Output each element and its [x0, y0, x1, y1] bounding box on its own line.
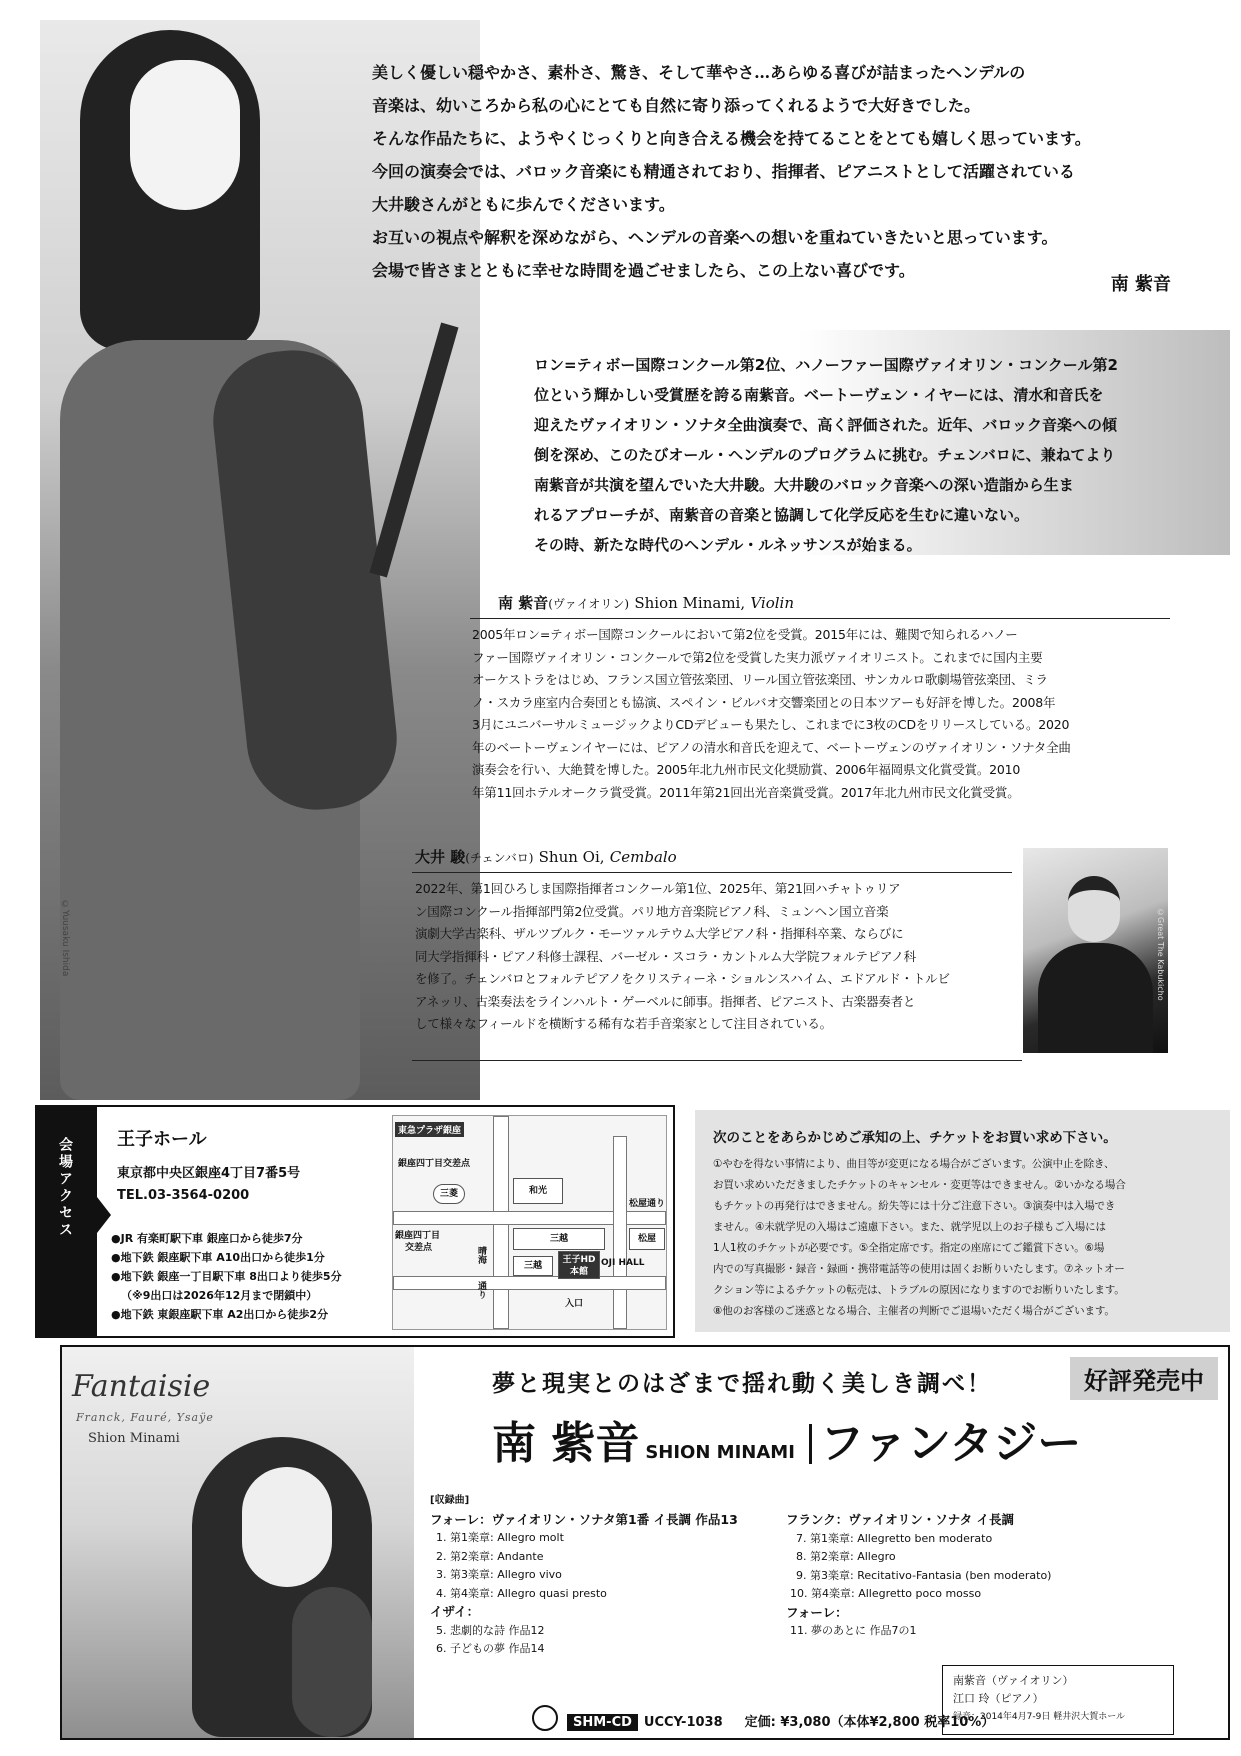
track-item: 5. 悲劇的な詩 作品12 [436, 1623, 545, 1637]
track-item: 6. 子どもの夢 作品14 [436, 1642, 545, 1655]
cd-tagline: 夢と現実とのはざまで揺れ動く美しき調べ！ [492, 1370, 992, 1397]
venue-address [117, 1163, 300, 1207]
divider [470, 618, 1170, 619]
map-block: 和光 [513, 1178, 563, 1204]
notice-line: クション等によるチケットの転売は、トラブルの原因になりますのでお断りいたします。 [713, 1284, 1125, 1296]
profile-line: 演奏会を行い、大絶賛を博した。2005年北九州市民文化奨励賞、2006年福岡県文化賞受賞。2010 [472, 762, 1021, 777]
notice-line: ません。④未就学児の入場はご遠慮下さい。また、就学児以上のお子様もご入場には [713, 1221, 1106, 1233]
map-oji-hd [558, 1251, 600, 1279]
profile-role: (チェンバロ) [465, 851, 534, 865]
access-tag [37, 1107, 97, 1336]
portrait-credit: ©Great The Kabukicho [1156, 908, 1165, 1001]
profile-name: 南 紫音 [498, 594, 549, 612]
track-item: 2. 第2楽章: Andante [436, 1549, 544, 1563]
map-label: 交差点 [405, 1243, 433, 1253]
work-heading: フォーレ： [786, 1604, 848, 1620]
intro-line: ロン=ティボー国際コンクール第2位、ハノーファー国際ヴァイオリン・コンクール第2 [534, 356, 1118, 374]
track-item: 11. 夢のあとに 作品7の1 [790, 1624, 917, 1637]
track-item: 3. 第3楽章: Allegro vivo [436, 1568, 562, 1581]
divider [412, 872, 1012, 873]
map-block: 三越 [513, 1228, 605, 1250]
intro-line: 南紫音が共演を望んでいた大井駿。大井駿のバロック音楽への深い造詣から生ま [534, 476, 1074, 494]
map-entrance: 入口 [565, 1299, 584, 1309]
profile-line: 2022年、第1回ひろしま国際指揮者コンクール第1位、2025年、第21回ハチャトゥリア [415, 881, 901, 896]
map-label: 銀座四丁目交差点 [398, 1159, 471, 1169]
map-road [393, 1276, 666, 1290]
message-line: 美しく優しい穏やかさ、素朴さ、驚き、そして華やさ…あらゆる喜びが詰まったヘンデルの [372, 63, 1026, 82]
portrait-body [1038, 943, 1153, 1053]
notice-line: 1人1枚のチケットが必要です。⑤全指定席です。指定の座席にてご鑑賞下さい。⑥場 [713, 1242, 1105, 1254]
track-item: 7. 第1楽章: Allegretto ben moderato [796, 1531, 993, 1545]
intro-line: その時、新たな時代のヘンデル・ルネッサンスが始まる。 [534, 536, 922, 554]
profile-oi-body [415, 878, 950, 1036]
intro-line: れるアプローチが、南紫音の音楽と協調して化学反応を生むに違いない。 [534, 506, 1030, 524]
contents-label: [収録曲] [430, 1495, 470, 1506]
cover-face [242, 1467, 332, 1587]
map-oji-hd-sub: 本館 [569, 1267, 588, 1277]
tel-line: TEL.03-3564-0200 [117, 1188, 250, 1203]
venue-name: 王子ホール [117, 1129, 207, 1150]
profile-line: 3月にユニバーサルミュージックよりCDデビューも果たし、これまでに3枚のCDをリリースしている。2020 [472, 717, 1070, 732]
work-heading: イザイ： [430, 1604, 480, 1619]
profile-line: ン国際コンクール指揮部門第2位受賞。パリ地方音楽院ピアノ科、ミュンヘン国立音楽 [415, 903, 889, 919]
profile-minami-heading [498, 592, 794, 613]
message-line: 大井駿さんがともに歩んでくださいます。 [372, 195, 675, 214]
oi-portrait [1023, 848, 1168, 1053]
map-label: 晴海 [476, 1246, 486, 1264]
violin-neck [370, 323, 459, 578]
intro-line: 位という輝かしい受賞歴を誇る南紫音。ベートーヴェン・イヤーには、清水和音氏を [534, 386, 1104, 404]
divider [412, 1060, 1022, 1061]
direction-item: ●地下鉄 銀座駅下車 A10出口から徒歩1分 [111, 1251, 325, 1264]
profile-en-name: Shion Minami, [634, 594, 746, 612]
credit-line: 江口 玲（ピアノ） [953, 1692, 1044, 1705]
profile-line: 2005年ロン=ティボー国際コンクールにおいて第2位を受賞。2015年には、難関で知られるハノー [472, 627, 1018, 642]
profile-line: アネッリ、古楽奏法をラインハルト・ゲーベルに師事。指揮者、ピアニスト、古楽器奏者と [415, 993, 916, 1009]
cover-title: Fantaisie [72, 1369, 211, 1404]
message-line: 音楽は、幼いころから私の心にとても自然に寄り添ってくれるようで大好きでした。 [372, 96, 981, 115]
profile-en-role: Cembalo [609, 848, 677, 866]
direction-item: ●JR 有楽町駅下車 銀座口から徒歩7分 [111, 1232, 303, 1245]
notice-line: もチケットの再発行はできません。紛失等には十分ご注意下さい。③演奏中は入場でき [713, 1200, 1116, 1212]
message-line: お互いの視点や解釈を深めながら、ヘンデルの音楽への想いを重ねていきたいと思っています。 [372, 228, 1058, 247]
title-divider [809, 1424, 812, 1464]
cd-title-ja: 南 紫音 [492, 1418, 640, 1469]
intro-band [510, 330, 1230, 555]
notice-line: 内での写真撮影・録音・録画・携帯電話等の使用は固くお断りいたします。⑦ネットオー [713, 1263, 1125, 1275]
message-line: そんな作品たちに、ようやくじっくりと向き合える機会を持てることをとても嬉しく思っています。 [372, 129, 1091, 148]
on-sale-badge: 好評発売中 [1070, 1357, 1218, 1400]
profile-line: 年第11回ホテルオークラ賞受賞。2011年第21回出光音楽賞受賞。2017年北九州市民文化賞受賞。 [472, 784, 1020, 800]
map-block: 三越 [513, 1256, 553, 1276]
work-heading: フォーレ：ヴァイオリン・ソナタ第1番 イ長調 作品13 [430, 1511, 738, 1527]
profile-line: 演劇大学古楽科、ザルツブルク・モーツァルテウム大学ピアノ科・指揮科卒業、ならびに [415, 926, 904, 941]
map-road [613, 1136, 627, 1329]
profile-name: 大井 駿 [415, 848, 466, 866]
map-label: 東急プラザ銀座 [395, 1122, 464, 1137]
direction-item: （※9出口は2026年12月まで閉鎖中） [121, 1289, 318, 1302]
credit-line: 南紫音（ヴァイオリン） [953, 1674, 1074, 1687]
message-line: 今回の演奏会では、バロック音楽にも精通されており、指揮者、ピアニストとして活躍されている [372, 162, 1075, 181]
track-item: 8. 第2楽章: Allegro [796, 1550, 896, 1563]
label-logo-icon [532, 1705, 558, 1731]
cd-cover [62, 1347, 414, 1738]
catalog-number: UCCY-1038 [643, 1715, 723, 1730]
intro-line: 倒を深め、このたびオール・ヘンデルのプログラムに挑む。チェンバロに、兼ねてより [534, 446, 1116, 464]
cd-advert [60, 1345, 1230, 1740]
directions [111, 1229, 342, 1324]
recording-info: 録音：2014年4月7-9日 軽井沢大賀ホール [953, 1712, 1126, 1722]
track-item: 4. 第4楽章: Allegro quasi presto [436, 1586, 607, 1600]
work-heading: フランク：ヴァイオリン・ソナタ イ長調 [786, 1512, 1014, 1527]
direction-item: ●地下鉄 銀座一丁目駅下車 8出口より徒歩5分 [111, 1270, 342, 1283]
cd-title [492, 1407, 1081, 1471]
profile-line: して様々なフィールドを横断する稀有な若手音楽家として注目されている。 [415, 1016, 832, 1031]
profile-line: を修了。チェンバロとフォルテピアノをクリスティーネ・ショルンスハイム、エドアルド・トルビ [415, 971, 950, 986]
portrait-head [1068, 876, 1120, 942]
tracklist-right [786, 1511, 1051, 1641]
profile-line: 同大学指揮科・ピアノ科修士課程、バーゼル・スコラ・カントルム大学院フォルテピアノ科 [415, 948, 916, 964]
access-tag-label: 会場アクセス [57, 1137, 73, 1239]
direction-item: ●地下鉄 東銀座駅下車 A2出口から徒歩2分 [111, 1308, 329, 1321]
cd-purchase-info [567, 1711, 994, 1730]
track-item: 10. 第4楽章: Allegretto poco mosso [790, 1587, 982, 1600]
map-block: 三菱 [433, 1184, 465, 1204]
map-label: 銀座四丁目 [395, 1231, 441, 1241]
profile-minami-body [472, 624, 1071, 804]
photo-credit: ©Yuusaku Ishida [60, 900, 70, 977]
track-item: 9. 第3楽章: Recitativo-Fantasia (ben moderato) [796, 1568, 1052, 1582]
ticket-notice [695, 1110, 1230, 1332]
violin-icon [292, 1587, 372, 1737]
profile-line: ファー国際ヴァイオリン・コンクールで第2位を受賞した実力派ヴァイオリニスト。これまでに国内主要 [472, 649, 1043, 665]
venue-access-box [35, 1105, 675, 1338]
profile-en-role: Violin [750, 594, 794, 612]
map-oji-hd-label: 王子HD [562, 1255, 596, 1265]
profile-line: オーケストラをはじめ、フランス国立管弦楽団、リール国立管弦楽団、サンカルロ歌劇場管弦楽団、ミラ [472, 672, 1048, 687]
map-label: 松屋通り [629, 1199, 666, 1209]
format-badge: SHM-CD [567, 1714, 638, 1731]
map-label: 通り [476, 1281, 486, 1299]
address-line: 東京都中央区銀座4丁目7番5号 [117, 1166, 301, 1181]
intro-line: 迎えたヴァイオリン・ソナタ全曲演奏で、高く評価された。近年、バロック音楽への傾 [534, 416, 1118, 434]
tracklist-left [430, 1492, 738, 1659]
cover-artist: Shion Minami [88, 1431, 180, 1446]
cd-album-title: ファンタジー [819, 1418, 1082, 1469]
profile-line: ノ・スカラ座室内合奏団とも協演、スペイン・ビルバオ交響楽団との日本ツアーも好評を博した。2008年 [472, 694, 1056, 710]
cover-subtitle: Franck, Fauré, Ysaÿe [76, 1411, 214, 1424]
track-item: 1. 第1楽章: Allegro molt [436, 1531, 564, 1544]
cd-price: 定価: ¥3,080（本体¥2,800 税率10%） [744, 1715, 995, 1730]
performer-credits [942, 1665, 1174, 1735]
map-oji-hall: OJI HALL [601, 1258, 645, 1268]
profile-line: 年のベートーヴェンイヤーには、ピアノの清水和音氏を迎えて、ベートーヴェンのヴァイオリン・ソナタ全曲 [472, 739, 1071, 755]
profile-en-name: Shun Oi, [538, 848, 605, 866]
map-block: 松屋 [629, 1228, 665, 1250]
photo-face [130, 60, 240, 210]
access-map [392, 1115, 667, 1330]
cd-title-en: SHION MINAMI [645, 1442, 795, 1463]
message-line: 会場で皆さまとともに幸せな時間を過ごせましたら、この上ない喜びです。 [372, 261, 915, 280]
notice-line: ①やむを得ない事情により、曲目等が変更になる場合がございます。公演中止を除き、 [713, 1158, 1115, 1170]
arrow-right-icon [97, 1197, 111, 1233]
profile-role: (ヴァイオリン) [548, 597, 630, 611]
notice-title: 次のことをあらかじめご承知の上、チケットをお買い求め下さい。 [713, 1130, 1117, 1146]
profile-oi-heading [415, 846, 677, 867]
artist-message [372, 56, 1192, 287]
message-signature: 南 紫音 [1110, 274, 1171, 295]
notice-line: お買い求めいただきましたチケットのキャンセル・変更等はできません。②いかなる場合 [713, 1179, 1126, 1191]
notice-line: ⑧他のお客様のご迷惑となる場合、主催者の判断でご退場いただく場合がございます。 [713, 1305, 1115, 1317]
